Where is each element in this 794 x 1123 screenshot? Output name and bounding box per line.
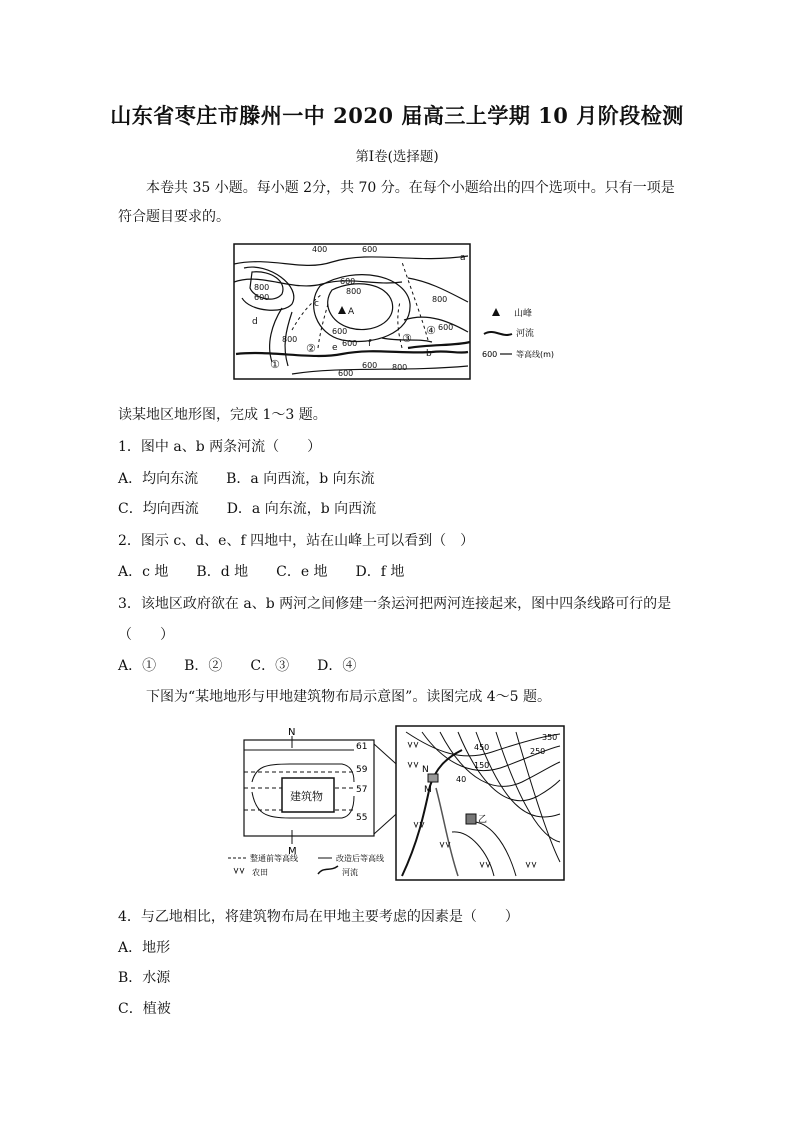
main-contour-label: 40 (456, 775, 467, 784)
main-m-label: M (424, 785, 432, 795)
site-jia-marker (428, 774, 438, 782)
legend-river-label: 河流 (516, 329, 535, 339)
legend-river-icon (484, 332, 512, 335)
point-label: e (332, 343, 338, 353)
route-label: ③ (402, 332, 412, 345)
building-label: 建筑物 (290, 790, 323, 803)
instructions: 本卷共 35 小题。每小题 2分，共 70 分。在每个小题给出的四个选项中。只有一项是符合题目要求的。 (118, 180, 675, 225)
question-1-stem: 1．图中 a、b 两条河流（ ） (118, 439, 322, 455)
point-label: A (348, 307, 355, 317)
contour-label: 800 (432, 295, 448, 304)
inset-north-label: N (288, 727, 296, 738)
question-3-stem: 3．该地区政府欲在 a、b 两河之间修建一条运河把两河连接起来，图中四条线路可行的是 (118, 596, 672, 612)
point-label: f (368, 339, 372, 349)
question-1-options-row-2: C．均向西流 D．a 向东流，b 向西流 (118, 501, 377, 517)
question-4-option-b: B．水源 (118, 970, 171, 986)
contour-label: 800 (346, 287, 362, 296)
route-label: ④ (426, 324, 436, 337)
contour-label: 600 (332, 327, 348, 336)
terrain-building-figure (226, 722, 570, 884)
legend-contour-value: 600 (482, 350, 498, 359)
document-title: 山东省枣庄市滕州一中 2020 届高三上学期 10 月阶段检测 (110, 103, 684, 128)
inset-m-label: M (288, 846, 297, 857)
point-label: d (252, 317, 258, 327)
contour-label: 600 (254, 293, 270, 302)
contour-label: 600 (340, 277, 356, 286)
question-intro-2: 下图为“某地地形与甲地建筑物布局示意图”。读图完成 4～5 题。 (146, 689, 552, 705)
question-intro-1: 读某地区地形图，完成 1～3 题。 (118, 407, 327, 423)
contour-label: 600 (438, 323, 454, 332)
question-1-options-row-1: A．均向东流 B．a 向西流，b 向东流 (118, 471, 375, 487)
question-2-options: A．c 地 B．d 地 C．e 地 D．f 地 (118, 564, 405, 580)
question-3-options: A．① B．② C．③ D．④ (118, 658, 357, 674)
contour-label: 400 (312, 245, 328, 254)
contour-label: 600 (342, 339, 358, 348)
legend-peak-label: 山峰 (514, 309, 533, 319)
legend-river-label: 河流 (342, 868, 358, 877)
contour-label: 600 (362, 361, 378, 370)
inset-contour-label: 55 (356, 813, 368, 823)
legend-contour-label: 等高线(m) (516, 350, 555, 359)
contour-label: 800 (392, 363, 408, 372)
route-label: ① (270, 358, 280, 371)
legend-farmland-label: 农田 (252, 868, 268, 877)
inset-contour-label: 61 (356, 742, 368, 752)
legend-river-icon (318, 866, 338, 874)
section-heading: 第Ⅰ卷(选择题) (355, 149, 439, 165)
question-3-paren: （ ） (118, 627, 174, 643)
legend-farmland-icon (234, 868, 244, 873)
contour-label: 600 (338, 369, 354, 378)
question-4-stem: 4．与乙地相比，将建筑物布局在甲地主要考虑的因素是（ ） (118, 909, 519, 925)
question-4-option-a: A．地形 (118, 940, 171, 956)
main-contour-label: 350 (542, 733, 558, 742)
point-label: b (426, 349, 432, 359)
inset-contour-label: 57 (356, 785, 368, 795)
question-2-stem: 2．图示 c、d、e、f 四地中，站在山峰上可以看到（ ） (118, 533, 475, 549)
contour-label: 600 (362, 245, 378, 254)
main-contour-label: 250 (530, 747, 546, 756)
route-label: ② (306, 342, 316, 355)
contour-label: 800 (282, 335, 298, 344)
main-contour-label: 150 (474, 761, 490, 770)
topographic-map-figure (232, 242, 572, 382)
site-yi-label: 乙 (478, 815, 488, 825)
contour-label: 800 (254, 283, 270, 292)
legend-before-label: 整通前等高线 (250, 854, 298, 863)
main-north-label: N (422, 765, 429, 775)
site-yi-marker (466, 814, 476, 824)
point-label: c (314, 299, 319, 309)
main-contour-label: 450 (474, 743, 490, 752)
point-label: a (460, 253, 466, 263)
inset-contour-label: 59 (356, 765, 368, 775)
question-4-option-c: C．植被 (118, 1001, 171, 1017)
legend-after-label: 改造后等高线 (336, 854, 384, 863)
legend-peak-icon (492, 308, 500, 316)
